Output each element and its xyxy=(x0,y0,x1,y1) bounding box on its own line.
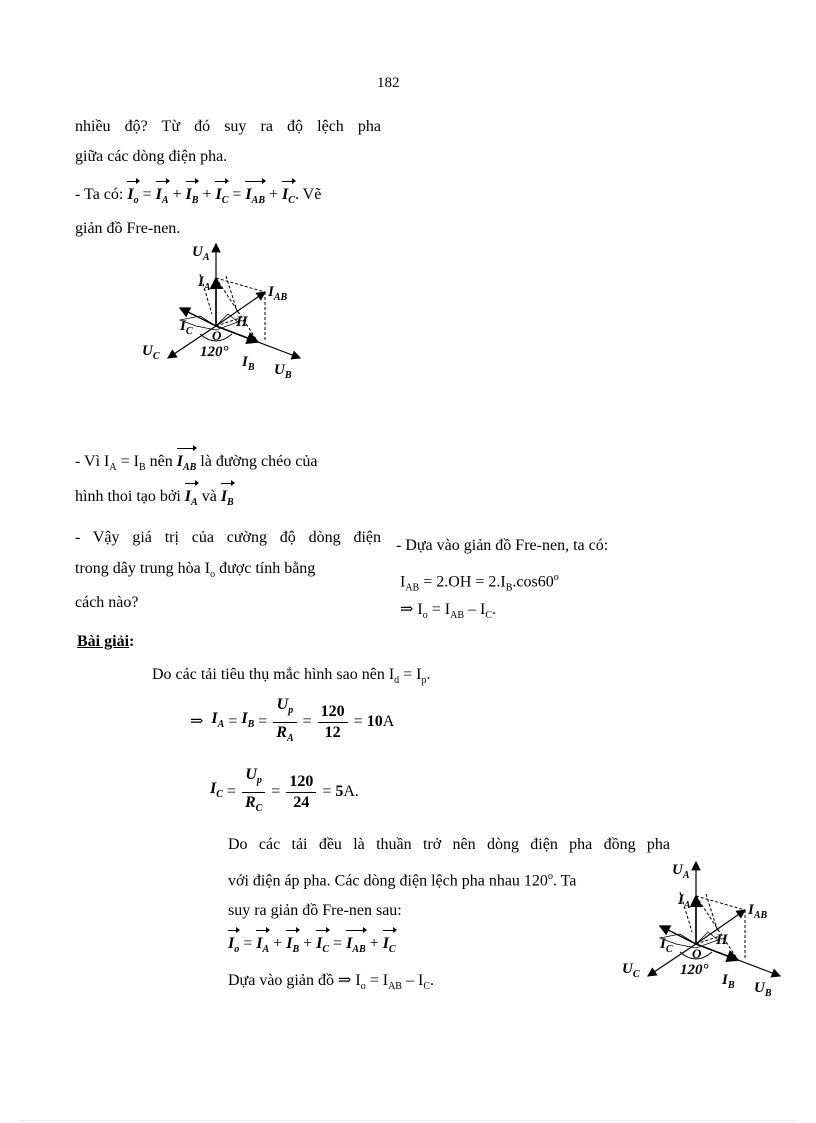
svg-text:IA: $I_A$ xyxy=(678,892,691,911)
solution-heading: Bài giải: xyxy=(77,633,135,650)
fresnel-diagram-1 xyxy=(140,230,310,390)
page-number: 182 xyxy=(377,75,400,91)
label-UB: $U_B$ xyxy=(274,362,292,381)
svg-text:H: H xyxy=(716,932,728,948)
left-line-1: nhiều độ? Từ đó suy ra độ lệch pha xyxy=(75,118,381,135)
solution-line-1: Do các tải tiêu thụ mắc hình sao nên $I_d = I_p$. xyxy=(152,666,431,687)
label-UC: $U_C$ xyxy=(142,343,160,362)
label-IA: $I_A$ xyxy=(198,274,211,293)
right-line-2: $I_{AB} = 2.OH = 2.I_B.\cos 60^o$ xyxy=(400,572,559,594)
vector-equation-2: $I_o = I_A + I_B + I_C = I_{AB} + I_C$ xyxy=(228,934,396,960)
vector-IC: $I_C$ xyxy=(215,185,228,211)
vector-IA: $I_A$ xyxy=(156,185,169,211)
left-line-3: - Ta có: $I_o = I_A + I_B + I_C = I_{AB} + I_C$. Vẽ xyxy=(75,185,321,211)
label-angle: 120° xyxy=(200,344,229,360)
label-IC: $I_C$ xyxy=(180,318,193,337)
label-H: H xyxy=(236,314,248,330)
page-bottom-divider xyxy=(20,1120,796,1121)
svg-text:UB: $U_B$ xyxy=(754,980,772,999)
left-line-6: hình thoi tạo bởi $I_A$ và $I_B$ xyxy=(75,487,234,513)
right-line-3: ⇒ $I_o = I_{AB} - I_C$. xyxy=(400,601,496,622)
vector-Io: $I_o$ xyxy=(127,185,138,211)
left-line-7: - Vậy giá trị của cường độ dòng điện xyxy=(75,529,381,546)
svg-text:IAB: $I_{AB}$ xyxy=(748,902,768,921)
svg-text:IC: $I_C$ xyxy=(660,936,673,955)
right-line-1: - Dựa vào giản đồ Fre-nen, ta có: xyxy=(396,537,609,554)
left-line-4: giản đồ Fre-nen. xyxy=(75,220,181,237)
fresnel-diagram-2 xyxy=(620,848,790,1008)
svg-text:IB: $I_B$ xyxy=(722,972,735,991)
svg-text:UA: $U_A$ xyxy=(672,862,690,881)
last-line: Dựa vào giản đồ ⇒ $I_o = I_{AB} - I_C$. xyxy=(228,972,434,993)
equation-1: ⇒ $I_A$ = $I_B$ = $\frac{U_p}{R_A}$ = $\frac{120}{12}$ = 10 A xyxy=(190,696,395,744)
dashed-line-1 xyxy=(216,278,265,292)
para-line-1: Do các tải đều là thuần trở nên dòng điện pha đồng pha xyxy=(228,836,670,853)
svg-text:O: O xyxy=(692,946,702,961)
left-line-5: - Vì $I_A = I_B$ nên $I_{AB}$ là đường chéo của xyxy=(75,452,381,478)
label-IAB: $I_{AB}$ xyxy=(268,284,288,303)
vector-IB: $I_B$ xyxy=(186,185,199,211)
svg-text:120°: 120° xyxy=(680,962,709,978)
para-line-2: với điện áp pha. Các dòng điện lệch pha nhau 120$^o$. Ta xyxy=(228,871,577,890)
label-IB: $I_B$ xyxy=(242,354,255,373)
para-line-3: suy ra giản đồ Fre-nen sau: xyxy=(228,902,402,919)
label-O: O xyxy=(212,328,222,343)
svg-text:UC: $U_C$ xyxy=(622,961,640,980)
label-UA: $U_A$ xyxy=(192,244,210,263)
equation-2: $I_C$ = $\frac{U_p}{R_C}$ = $\frac{120}{24}$ = 5 A. xyxy=(210,766,359,814)
left-line-9: cách nào? xyxy=(75,594,139,611)
vector-IAB: $I_{AB}$ xyxy=(245,185,265,211)
vector-IC-2: $I_C$ xyxy=(282,185,295,211)
left-line-8: trong dây trung hòa $I_o$ được tính bằng xyxy=(75,560,316,581)
left-line-2: giữa các dòng điện pha. xyxy=(75,148,228,165)
